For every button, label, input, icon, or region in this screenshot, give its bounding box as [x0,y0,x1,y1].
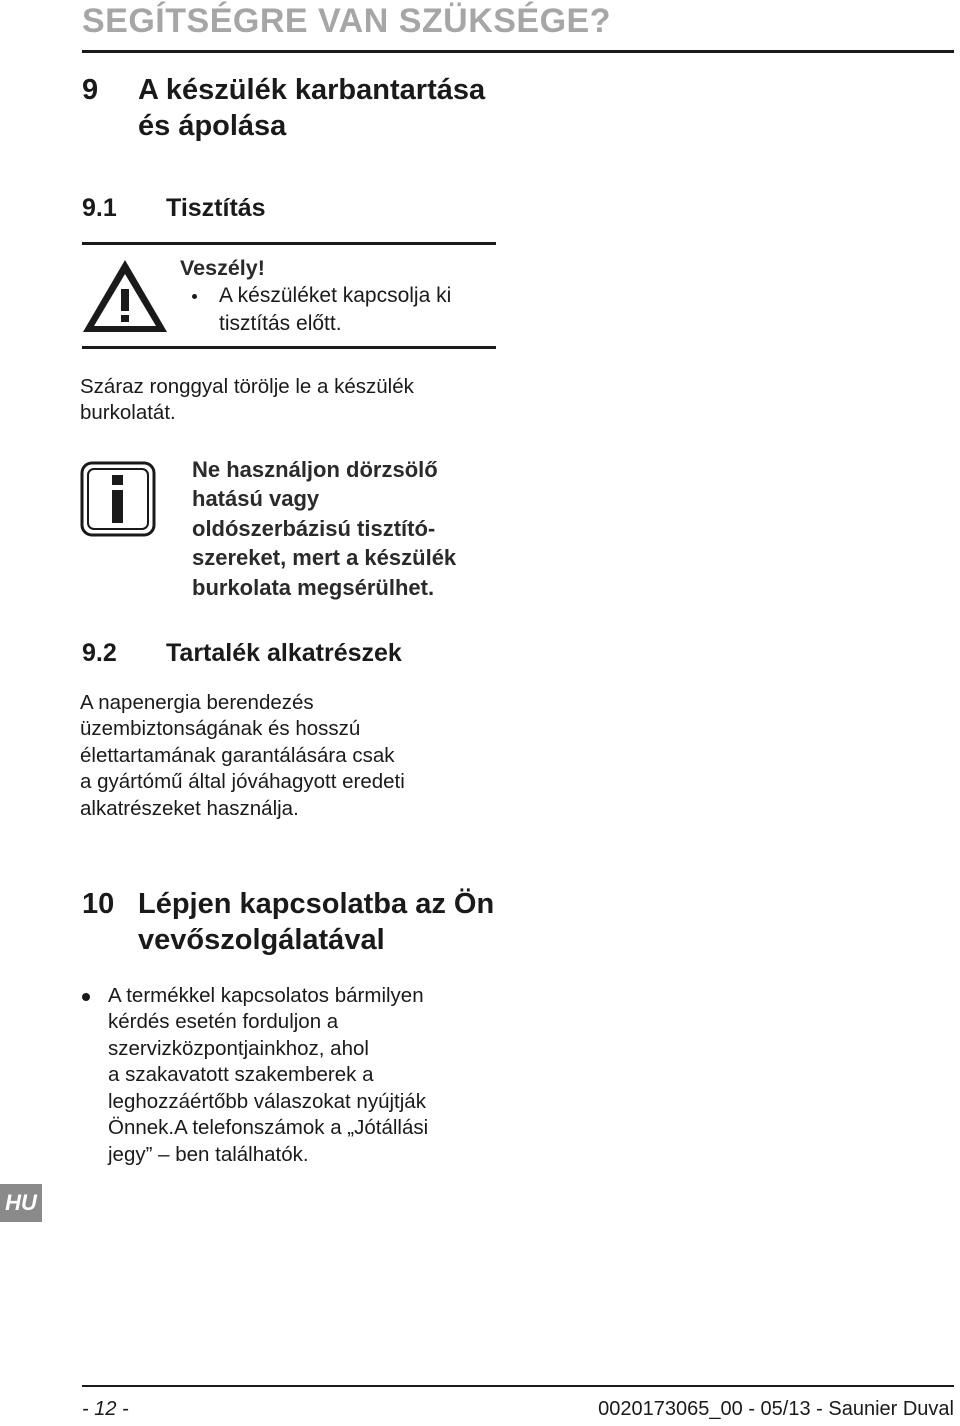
warning-triangle-icon [79,256,171,341]
warning-title: Veszély! [180,256,265,280]
header-divider [82,50,954,53]
info-icon [80,461,156,542]
spare-parts-line-5: alkatrészeket használja. [80,797,299,820]
page-number: - 12 - [82,1398,129,1420]
warning-bottom-rule [82,346,496,349]
document-reference: 0020173065_00 - 05/13 - Saunier Duval [598,1398,954,1420]
contact-line-2: kérdés esetén forduljon a [108,1010,339,1033]
contact-line-5: leghozzáértőbb válaszokat nyújtják [108,1090,426,1113]
section-9-heading [82,72,782,144]
contact-line-3: szervizközpontjainkhoz, ahol [108,1037,369,1060]
info-line-1: Ne használjon dörzsölő [192,457,438,482]
section-9-1-heading [82,193,582,223]
contact-line-7: jegy” – ben találhatók. [108,1143,309,1166]
page-header-title: SEGÍTSÉGRE VAN SZÜKSÉGE? [82,2,612,40]
info-line-5: burkolata megsérülhet. [192,575,435,600]
warning-bullet-line1: A készüléket kapcsolja ki [219,284,452,307]
cleaning-paragraph-line1: Száraz ronggyal törölje le a készülék [80,375,414,398]
warning-bullet-line2: tisztítás előtt. [219,312,342,335]
spare-parts-line-3: élettartamának garantálására csak [80,744,395,767]
section-9-2-heading [82,638,582,668]
spare-parts-line-4: a gyártómű által jóváhagyott eredeti [80,770,405,793]
section-9-1-title: Tisztítás [166,194,266,222]
spare-parts-line-2: üzembiztonságának és hosszú [80,717,361,740]
section-10-number: 10 [82,888,115,920]
spare-parts-line-1: A napenergia berendezés [80,691,314,714]
info-line-3: oldószerbázisú tisztító- [192,516,436,541]
section-10-title-line2: vevőszolgálatával [138,924,385,956]
warning-top-rule [82,242,496,245]
contact-bullet-dot [82,993,90,1001]
cleaning-paragraph-line2: burkolatát. [80,401,176,424]
section-9-1-number: 9.1 [82,194,117,222]
contact-line-1: A termékkel kapcsolatos bármilyen [108,984,424,1007]
section-10-title-line1: Lépjen kapcsolatba az Ön [138,888,495,920]
contact-line-6: Önnek.A telefonszámok a „Jótállási [108,1116,429,1139]
section-9-2-title: Tartalék alkatrészek [166,639,402,667]
warning-bullet-dot [192,294,197,299]
section-9-title-line1: A készülék karbantartása [138,74,486,106]
section-9-2-number: 9.2 [82,639,117,667]
section-9-title-line2: és ápolása [138,110,287,142]
info-line-4: szereket, mert a készülék [192,545,457,570]
info-line-2: hatású vagy [192,486,320,511]
section-9-number: 9 [82,74,99,106]
language-badge: HU [0,1184,42,1222]
section-10-heading [82,886,782,958]
contact-line-4: a szakavatott szakemberek a [108,1063,374,1086]
footer-divider [82,1385,954,1387]
